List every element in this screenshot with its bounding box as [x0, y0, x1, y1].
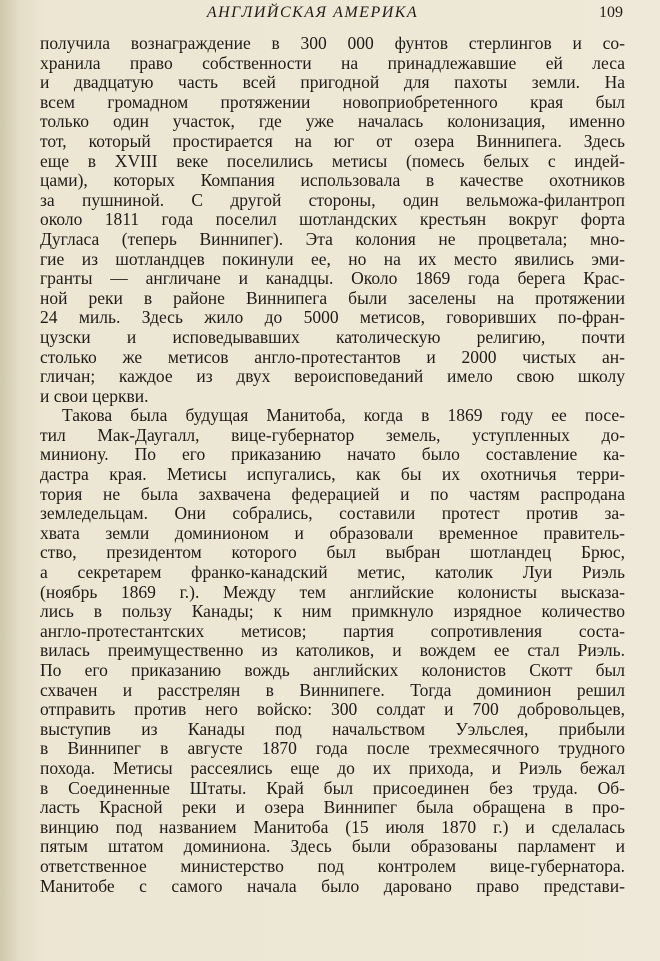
body-text — [40, 34, 625, 896]
text-line: ство, президентом которого был выбран шотландец Брюс, — [40, 542, 625, 563]
text-line: столько же метисов англо-протестантов и 2000 чистых ан- — [40, 346, 625, 367]
text-line: 24 миль. Здесь жило до 5000 метисов, говоривших по-фран- — [40, 307, 625, 328]
text-line: похода. Метисы рассеялись еще до их прихода, и Риэль бежал — [40, 757, 625, 778]
text-line: гличан; каждое из двух вероисповеданий имело свою школу — [40, 366, 625, 387]
text-line: еще в XVIII веке поселились метисы (помесь белых с индей- — [40, 150, 625, 171]
text-line: получила вознаграждение в 300 000 фунтов стерлингов и со- — [40, 33, 625, 53]
running-title: АНГЛИЙСКАЯ АМЕРИКА — [206, 4, 419, 21]
page-number: 109 — [599, 4, 623, 21]
text-line: в Соединенные Штаты. Край был присоединен без труда. Об- — [40, 777, 625, 798]
text-line: цузски и исповедывавших католическую религию, почти — [40, 326, 625, 347]
text-line: и свои церкви. — [40, 385, 149, 406]
text-line: дастра края. Метисы испугались, как бы их охотничья терри- — [40, 464, 625, 485]
text-line: (ноябрь 1869 г.). Между тем английские колонисты высказа- — [40, 581, 625, 602]
text-line: всем громадном протяжении новоприобретенного края был — [40, 91, 625, 112]
text-line: тил Мак-Даугалл, вице-губернатор земель, уступленных до- — [40, 424, 625, 445]
text-line: ласть Красной реки и озера Виннипег была обращена в про- — [40, 797, 625, 818]
text-line: только один участок, где уже началась колонизация, именно — [40, 111, 625, 132]
text-line: лись в пользу Канады; к ним примкнуло изрядное количество — [40, 601, 625, 622]
text-line: винцию под названием Манитоба (15 июля 1870 г.) и сделалась — [40, 816, 625, 837]
text-line: вилась преимущественно из католиков, и вождем ее стал Риэль. — [40, 640, 625, 661]
text-line: выступив из Канады под начальством Уэльслея, прибыли — [40, 718, 625, 739]
text-line: тот, который простирается на юг от озера Виннипега. Здесь — [40, 130, 625, 151]
text-line: в Виннипег в августе 1870 года после трехмесячного трудного — [40, 738, 625, 759]
text-line: схвачен и расстрелян в Виннипеге. Тогда доминион решил — [40, 679, 625, 700]
text-line: Манитобе с самого начала было даровано право представи- — [40, 875, 625, 896]
text-line: англо-протестантских метисов; партия сопротивления соста- — [40, 620, 625, 641]
text-line: Такова была будущая Манитоба, когда в 1869 году ее посе- — [62, 405, 625, 426]
text-line: хвата земли доминионом и образовали временное правитель- — [40, 522, 625, 543]
text-line: Дугласа (теперь Виннипег). Эта колония не процветала; мно- — [40, 228, 625, 249]
text-line: ной реки в районе Виннипега были заселены на протяжении — [40, 287, 625, 308]
text-line: По его приказанию вождь английских колонистов Скотт был — [40, 660, 625, 680]
text-line: земледельцам. Они собрались, составили протест против за- — [40, 503, 625, 524]
text-line: гие из шотландцев покинули ее, но на их место явились эми- — [40, 248, 625, 269]
text-line: цами), которых Компания использовала в качестве охотников — [40, 170, 625, 191]
text-line: и двадцатую часть всей пригодной для пахоты земли. На — [40, 72, 625, 93]
text-line: а секретарем франко-канадский метис, католик Луи Риэль — [40, 562, 625, 583]
text-line: хранила право собственности на принадлежавшие ей леса — [40, 52, 625, 73]
page-header — [40, 2, 625, 26]
text-line: гранты — англичане и канадцы. Около 1869 года берега Крас- — [40, 268, 625, 289]
text-line: за пушниной. С другой стороны, один вельможа-филантроп — [40, 189, 625, 210]
text-line: около 1811 года поселил шотландских крестьян вокруг форта — [40, 209, 625, 230]
text-line: ответственное министерство под контролем вице-губернатора. — [40, 855, 625, 876]
text-line: миниону. По его приказанию начато было составление ка- — [40, 444, 625, 465]
text-line: отправить против него войско: 300 солдат и 700 добровольцев, — [40, 699, 625, 720]
text-line: пятым штатом доминиона. Здесь были образованы парламент и — [40, 836, 625, 857]
text-line: тория не была захвачена федерацией и по частям распродана — [40, 483, 625, 504]
